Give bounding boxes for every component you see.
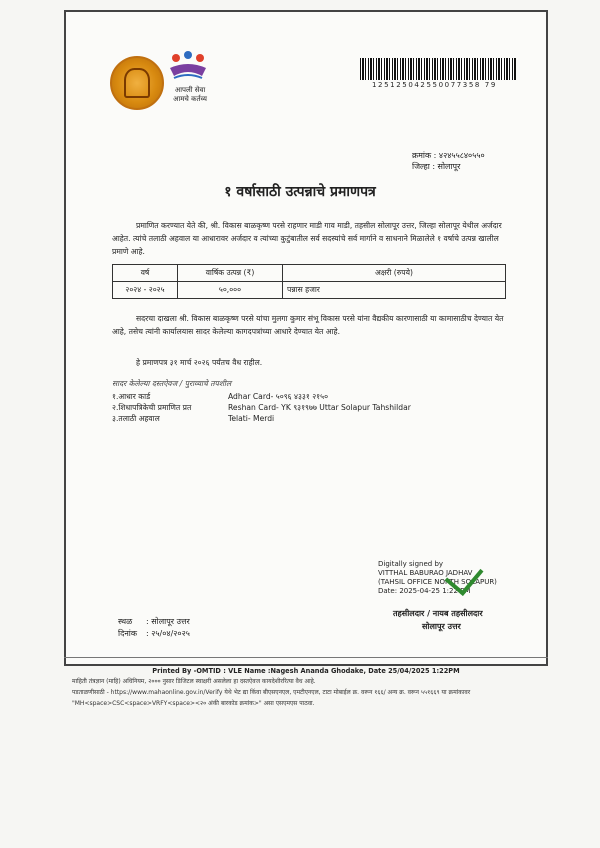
maharashtra-seal-icon xyxy=(110,56,164,110)
aaple-sarkar-logo-icon xyxy=(168,50,208,84)
digital-signature: Digitally signed by VITTHAL BABURAO JADHAV (TAHSIL OFFICE NORTH SOLAPUR) Date: 2025-04-25 1:22 PM xyxy=(378,560,497,595)
table-row xyxy=(113,282,506,299)
page-title: १ वर्षासाठी उत्पन्नाचे प्रमाणपत्र xyxy=(224,184,376,200)
jilha: जिल्हा : सोलापूर xyxy=(412,162,461,171)
table-header-year: वर्ष xyxy=(113,265,178,282)
doc-value-1: Adhar Card- ५०९६ ४३३१ २१५० xyxy=(228,392,329,401)
footer-line-1: माहिती तंत्रज्ञान (माहि) अधिनियम, २००० नुसार डिजिटल स्वाक्षरी असलेला हा दस्तऐवज कायदेशीररित्या वैध आहे. xyxy=(72,678,316,685)
signatory-designation: तहसीलदार / नायब तहसीलदार xyxy=(393,609,483,618)
table-header-words: अक्षरी (रुपये) xyxy=(283,265,506,282)
table-cell-income: ५०,००० xyxy=(178,282,283,299)
place-label: स्थळ xyxy=(118,617,133,626)
doc-label-2: २.शिधापत्रिकेची प्रमाणित प्रत xyxy=(112,403,192,412)
doc-label-3: ३.तलाठी अहवाल xyxy=(112,414,160,423)
footer-note xyxy=(72,676,542,709)
documents-heading: सादर केलेल्या दस्तऐवज / पुराव्याचे तपशील xyxy=(112,379,232,388)
table-header-income: वार्षिक उत्पन्न (₹) xyxy=(178,265,283,282)
footer-line-3: "MH<space>CSC<space>VRFY<space><२० अंकी बारकोड क्रमांक>" असा एसएमएस पाठवा. xyxy=(72,700,315,707)
place-value: : सोलापूर उत्तर xyxy=(146,617,190,626)
barcode xyxy=(360,58,516,80)
validity-text: हे प्रमाणपत्र ३१ मार्च २०२६ पर्यंतच वैध राहील. xyxy=(136,358,263,367)
table-cell-year: २०२४ - २०२५ xyxy=(113,282,178,299)
barcode-number: 125125042550077358 79 xyxy=(372,81,497,89)
printed-by: Printed By -OMTID : VLE Name :Nagesh Ananda Ghodake, Date 25/04/2025 1:22PM xyxy=(152,667,460,675)
footer-line-2: पडताळणीसाठी - https://www.mahaonline.gov.in/Verify येथे भेट द्या किंवा बीएसएनएल, एमटीएनएल, टाटा मोबाईल क्र. वरून १६६/ अन्य क्र. वरून ५५१६६९ या क्रमांकावर xyxy=(72,689,471,696)
date-value: : २५/०४/२०२५ xyxy=(146,629,190,638)
income-table xyxy=(112,264,506,299)
intro-paragraph: प्रमाणित करण्यात येते की, श्री. विकास बाळकृष्ण परसे राहणार माडी गाव माडी, तहसील सोलापूर उत्तर, जिल्हा सोलापूर येथील अर्जदार आहेत. त्यांचे तलाठी अहवाल या आधारावर अर्जदार व त्यांच्या कुटुंबातील सर्व सदस्यांचे सर्व मार्गाने व साधनाने मिळालेले १ वर्षाचे उत्पन्न खालील प्रमाणे आहे. xyxy=(112,221,502,256)
table-cell-words: पन्नास हजार xyxy=(283,282,506,299)
doc-value-2: Reshan Card- YK ९३१९७७ Uttar Solapur Tahshildar xyxy=(228,403,411,412)
logo-tagline: आपली सेवा आमचे कर्तव्य xyxy=(173,86,207,103)
printed-by-bar xyxy=(64,657,548,675)
kramank: क्रमांक : ४२४५५८४०५५० xyxy=(412,151,485,160)
doc-value-3: Telati- Merdi xyxy=(228,414,275,423)
signatory-office: सोलापूर उत्तर xyxy=(422,622,461,631)
doc-label-1: १.आधार कार्ड xyxy=(112,392,151,401)
purpose-paragraph: सदरचा दाखला श्री. विकास बाळकृष्ण परसे यांचा मुलगा कुमार संभू विकास परसे यांना वैद्यकीय कारणासाठी या कामासाठीच देण्यात येत आहे, तसेच त्यांनी कार्यालयास सादर केलेल्या कागदपत्रांच्या आधारे देण्यात येत आहे. xyxy=(112,314,504,336)
date-label: दिनांक xyxy=(118,629,137,638)
